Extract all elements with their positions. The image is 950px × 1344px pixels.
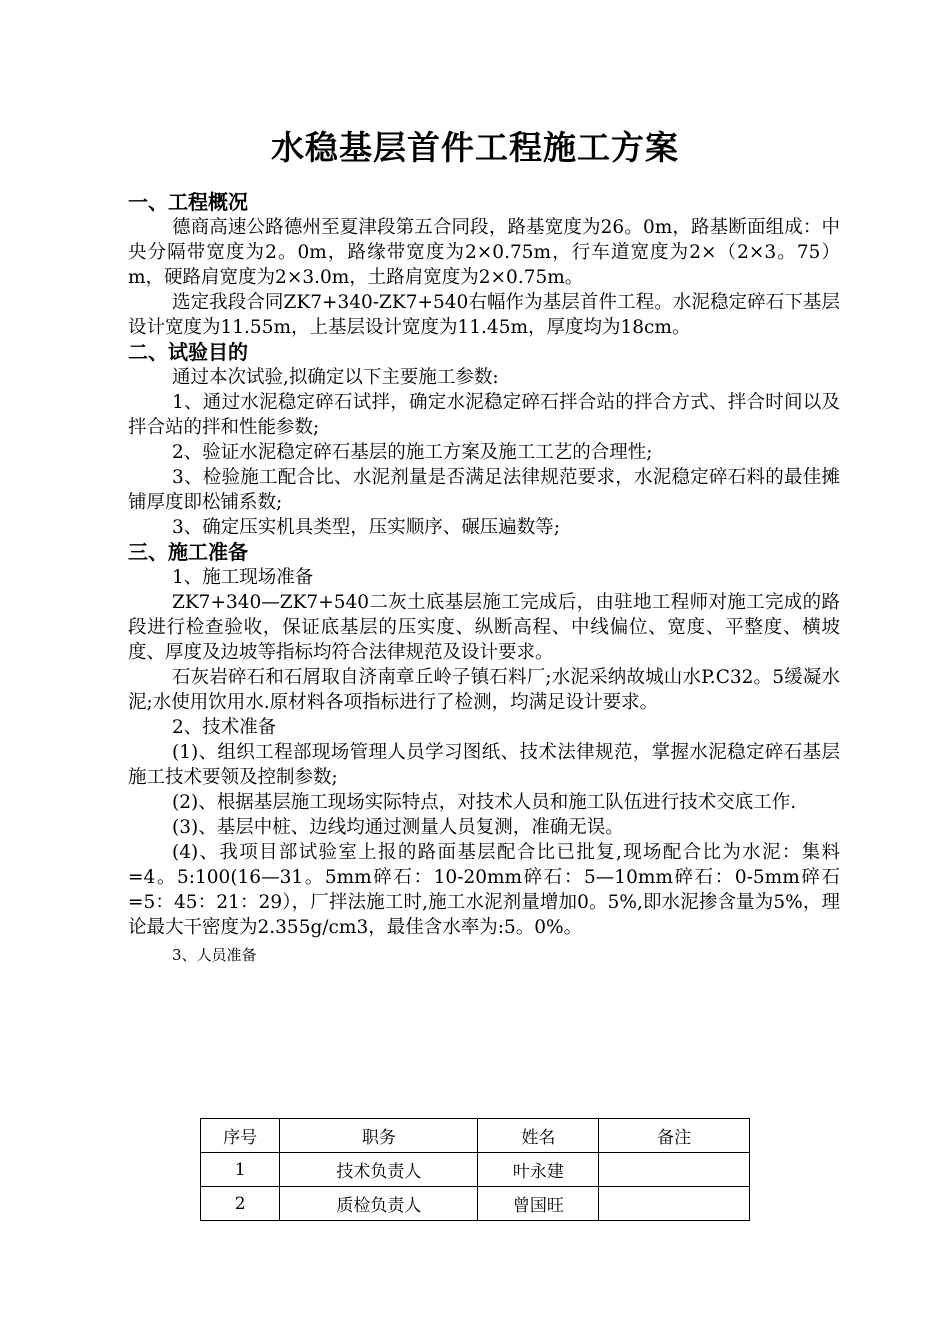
table-header-cell: 序号 [201,1119,280,1153]
paragraph: 选定我段合同ZK7+340-ZK7+540右幅作为基层首件工程。水泥稳定碎石下基层设计宽度为11.55m，上基层设计宽度为11.45m，厚度均为18cm。 [128,292,840,338]
paragraph: 石灰岩碎石和石屑取自济南章丘岭子镇石料厂;水泥采纳故城山水P.C32。5缓凝水泥;水使用饮用水.原材料各项指标进行了检测，均满足设计要求。 [128,667,840,713]
paragraph: 2、验证水泥稳定碎石基层的施工方案及施工工艺的合理性; [172,442,653,463]
table-cell: 叶永建 [478,1153,599,1187]
subsection-label: 3、人员准备 [172,946,257,964]
paragraph: ZK7+340—ZK7+540二灰土底基层施工完成后，由驻地工程师对施工完成的路段进行检查验收，保证底基层的压实度、纵断高程、中线偏位、宽度、平整度、横坡度、厚度及边坡等指标均符合法律规范及设计要求。 [128,592,840,663]
paragraph: 2、技术准备 [172,717,277,738]
paragraph: (4)、我项目部试验室上报的路面基层配合比已批复,现场配合比为水泥：集料=4。5:100(16—31。5mm碎石：10-20mm碎石：5—10mm碎石：0-5mm碎石=5：45：21：29），厂拌法施工时,施工水泥剂量增加0。5%,即水泥掺含量为5%，理论最大干密度为2.355g/cm3，最佳含水率为:5。0%。 [128,842,840,938]
table-cell: 技术负责人 [280,1153,478,1187]
table-cell: 质检负责人 [280,1187,478,1221]
table-cell: 2 [201,1187,280,1221]
paragraph: 1、施工现场准备 [172,567,314,588]
table-cell: 曾国旺 [478,1187,599,1221]
paragraph: 3、确定压实机具类型，压实顺序、碾压遍数等; [172,517,561,538]
personnel-table [200,1118,750,1221]
table-cell [599,1187,750,1221]
document-title: 水稳基层首件工程施工方案 [271,128,679,167]
paragraph: 通过本次试验,拟确定以下主要施工参数: [172,367,499,388]
document-body [128,190,840,968]
table-header-cell: 职务 [280,1119,478,1153]
table-header-cell: 备注 [599,1119,750,1153]
paragraph: (2)、根据基层施工现场实际特点，对技术人员和施工队伍进行技术交底工作. [172,792,797,813]
paragraph: 1、通过水泥稳定碎石试拌，确定水泥稳定碎石拌合站的拌合方式、拌合时间以及拌合站的拌和性能参数; [128,392,840,438]
table-row [201,1153,750,1187]
section-heading: 三、施工准备 [128,540,248,564]
table-cell: 1 [201,1153,280,1187]
table-header-row [201,1119,750,1153]
table-cell [599,1153,750,1187]
paragraph: (3)、基层中桩、边线均通过测量人员复测，准确无误。 [172,817,624,838]
paragraph: (1)、组织工程部现场管理人员学习图纸、技术法律规范，掌握水泥稳定碎石基层施工技术要领及控制参数; [128,742,840,788]
section-heading: 一、工程概况 [128,190,248,214]
paragraph: 德商高速公路德州至夏津段第五合同段，路基宽度为26。0m，路基断面组成：中央分隔带宽度为2。0m，路缘带宽度为2×0.75m，行车道宽度为2×（2×3。75）m，硬路肩宽度为2×3.0m，土路肩宽度为2×0.75m。 [128,217,840,288]
paragraph: 3、检验施工配合比、水泥剂量是否满足法律规范要求，水泥稳定碎石料的最佳摊铺厚度即松铺系数; [128,467,840,513]
table-row [201,1187,750,1221]
section-heading: 二、试验目的 [128,340,248,364]
table-header-cell: 姓名 [478,1119,599,1153]
